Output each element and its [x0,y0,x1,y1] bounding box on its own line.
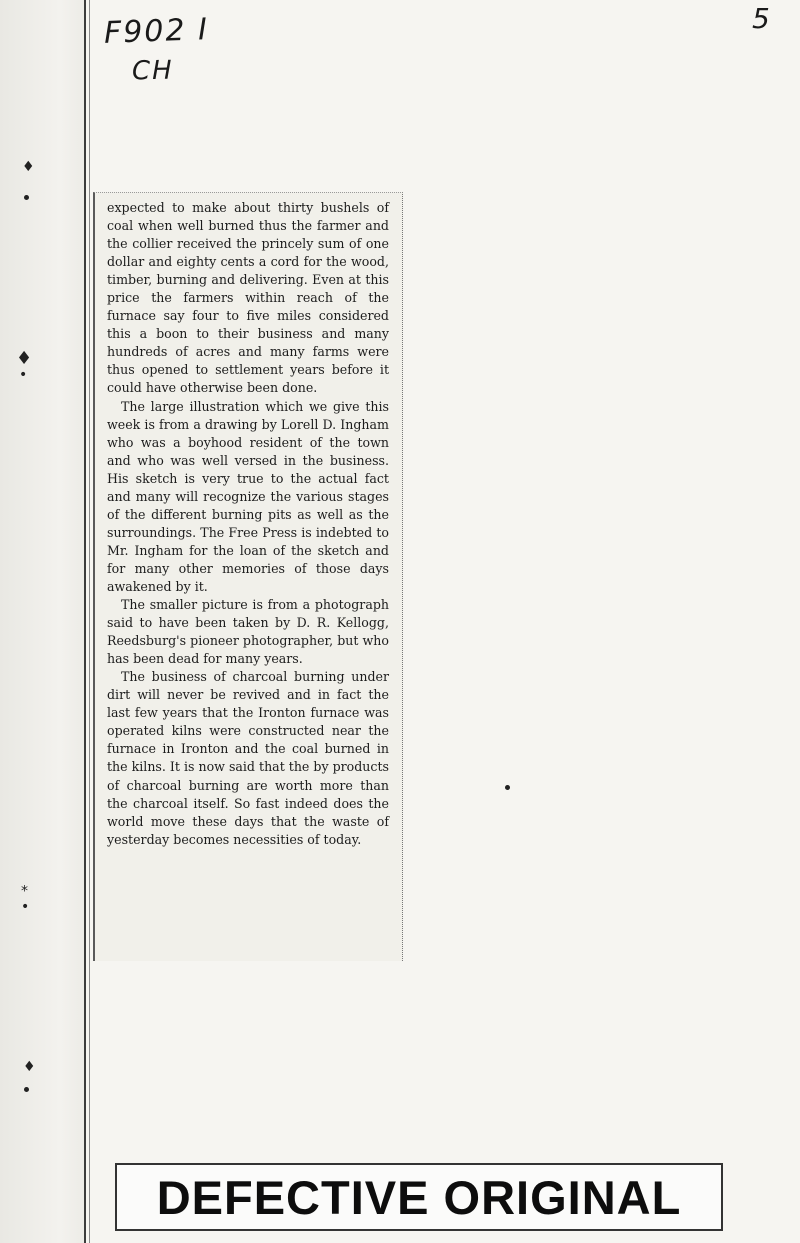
binding-tick-mark: • [19,367,28,383]
article-paragraph: The business of charcoal burning under dirt will never be revived and in fact the last few years that the Ironton furnace was operated kilns were constructed near the furnace in Ironton and the coal burned in the kilns. It is now said that the by products of charcoal burning are worth more than the charcoal itself. So fast indeed does the world move these days that the waste of yesterday becomes necessities of today. [107,669,389,847]
binding-hole-mark: ♦ [23,1059,36,1075]
binding-tick-mark: • [21,899,30,915]
article-body [107,199,389,849]
article-paragraph: The smaller picture is from a photograph said to have been taken by D. R. Kellogg, Reedsburg's pioneer photographer, but who has been dead for many years. [107,597,389,667]
catalog-number-annotation: F902 I [103,12,210,51]
ink-speck [505,785,510,790]
stamp-label: DEFECTIVE ORIGINAL [156,1170,682,1224]
binding-edge-line [84,0,86,1243]
newspaper-clipping [93,192,403,961]
article-paragraph: expected to make about thirty bushels of coal when well burned thus the farmer and the collier received the princely sum of one dollar and eighty cents a cord for the wood, timber, burning and delivering. Even at this price the farmers within reach of the furnace say four to five miles considered this a boon to their business and many hundreds of acres and many farms were thus opened to settlement years before it could have otherwise been done. [107,200,389,396]
binding-edge-shadow [89,0,90,1243]
binding-dot [24,1087,29,1092]
binding-tick-mark: ⁎ [21,879,28,895]
defective-original-stamp [115,1163,723,1231]
initials-annotation: CH [131,55,174,87]
binding-dot [24,195,29,200]
binding-hole-mark: ♦ [16,348,33,369]
binding-hole-mark: ♦ [22,159,35,175]
page-number: 5 [752,2,772,35]
article-paragraph: The large illustration which we give this week is from a drawing by Lorell D. Ingham who was a boyhood resident of the town and who was well versed in the business. His sketch is very true to the actual fact and many will recognize the various stages of the different burning pits as well as the surroundings. The Free Press is indebted to Mr. Ingham for the loan of the sketch and for many other memories of those days awakened by it. [107,398,389,594]
binding-margin [0,0,86,1243]
